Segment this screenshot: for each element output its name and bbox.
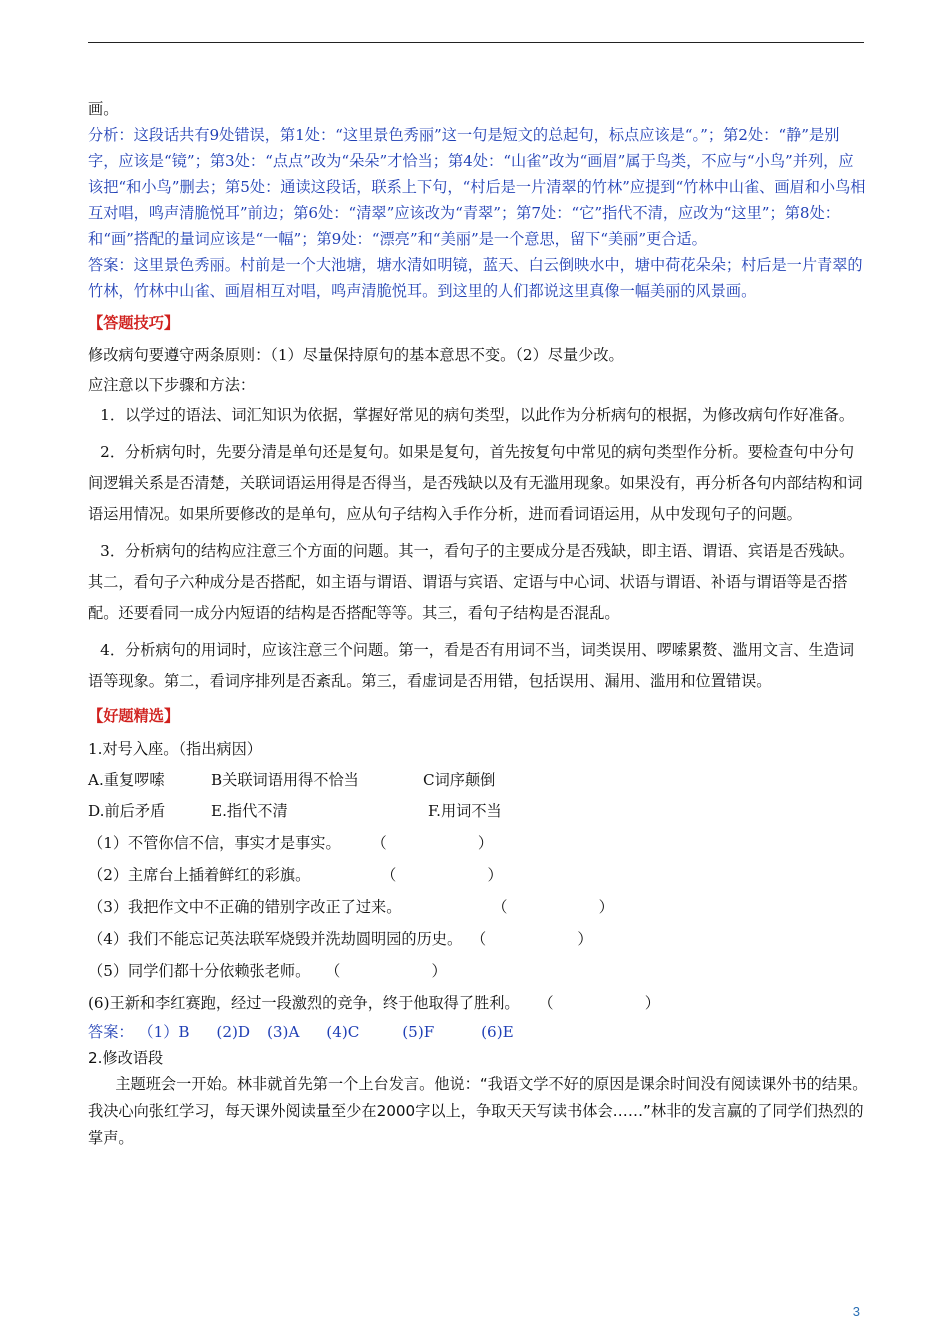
answer-value: (3)A	[266, 1023, 300, 1041]
answer-blank: （ ）	[325, 962, 447, 980]
question-item	[88, 955, 868, 987]
question-1-answers	[88, 1019, 868, 1045]
page-number: 3	[852, 1304, 860, 1319]
question-2-passage: 主题班会一开始。林非就首先第一个上台发言。他说：“我语文学不好的原因是课余时间没有阅读课外书的结果。我决心向张红学习，每天课外阅读量至少在2000字以上，争取天天写读书体会……”林非的发言赢的了同学们热烈的掌声。	[88, 1075, 868, 1147]
answer-blank: （ ）	[471, 930, 593, 948]
question-text: (6)王新和李红赛跑，经过一段激烈的竞争，终于他取得了胜利。	[88, 994, 520, 1012]
good-questions-heading: 【好题精选】	[88, 707, 180, 725]
question-text: （1）不管你信不信，事实才是事实。	[88, 834, 341, 852]
question-item	[88, 923, 868, 955]
tip-item: 1．以学过的语法、词汇知识为依据，掌握好常见的病句类型，以此作为分析病句的根据，为修改病句作好准备。	[100, 406, 855, 424]
option-a: A.重复啰嗦	[88, 771, 165, 789]
answer-value: (6)E	[481, 1023, 514, 1041]
question-item	[88, 891, 868, 923]
answer-blank: （ ）	[381, 866, 503, 884]
tips-intro: 修改病句要遵守两条原则：（1）尽量保持原句的基本意思不变。（2）尽量少改。	[88, 346, 624, 364]
options-row-2	[88, 796, 868, 827]
tips-steps-intro: 应注意以下步骤和方法：	[88, 376, 256, 394]
answer-blank: （ ）	[492, 898, 614, 916]
question-text: （5）同学们都十分依赖张老师。	[88, 962, 311, 980]
option-f: F.用词不当	[428, 802, 502, 820]
option-d: D.前后矛盾	[88, 802, 166, 820]
option-b: B关联词语用得不恰当	[211, 771, 359, 789]
question-item	[88, 827, 868, 859]
answer-blank: （ ）	[538, 994, 660, 1012]
question-text: （3）我把作文中不正确的错别字改正了过来。	[88, 898, 402, 916]
question-text: （2）主席台上插着鲜红的彩旗。	[88, 866, 311, 884]
answer-value: (2)D	[216, 1023, 251, 1041]
answer-blank: （ ）	[371, 834, 493, 852]
question-1-title: 1.对号入座。（指出病因）	[88, 740, 262, 758]
question-text: （4）我们不能忘记英法联军烧毁并洗劫圆明园的历史。	[88, 930, 463, 948]
question-2-title: 2.修改语段	[88, 1049, 164, 1067]
tips-heading: 【答题技巧】	[88, 314, 180, 332]
question-item	[88, 987, 868, 1019]
analysis-paragraph: 分析：这段话共有9处错误，第1处：“这里景色秀丽”这一句是短文的总起句，标点应该是“。”；第2处：“静”是别字，应该是“镜”；第3处：“点点”改为“朵朵”才恰当；第4处：“山雀”改为“画眉”属于鸟类，不应与“小鸟”并列，应该把“和小鸟”删去；第5处：通读这段话，联系上下句，“村后是一片清翠的竹林”应提到“竹林中山雀、画眉和小鸟相互对唱，鸣声清脆悦耳”前边；第6处：“清翠”应该改为“青翠”；第7处：“它”指代不清，应改为“这里”；第8处：和“画”搭配的量词应该是“一幅”；第9处：“漂亮”和“美丽”是一个意思，留下“美丽”更合适。	[88, 126, 866, 248]
answer-value: (5)F	[402, 1023, 435, 1041]
tip-item: 3．分析病句的结构应注意三个方面的问题。其一，看句子的主要成分是否残缺，即主语、谓语、宾语是否残缺。其二，看句子六种成分是否搭配，如主语与谓语、谓语与宾语、定语与中心词、状语与谓语、补语与谓语等是否搭配。还要看同一成分内短语的结构是否搭配等等。其三，看句子结构是否混乱。	[88, 542, 855, 622]
options-row-1	[88, 765, 868, 796]
option-e: E.指代不清	[211, 802, 288, 820]
option-c: C词序颠倒	[423, 771, 496, 789]
tip-item: 4．分析病句的用词时，应该注意三个问题。第一，看是否有用词不当，词类误用、啰嗦累赘、滥用文言、生造词语等现象。第二，看词序排列是否紊乱。第三，看虚词是否用错，包括误用、漏用、滥用和位置错误。	[88, 641, 855, 690]
carryover-line: 画。	[88, 100, 119, 118]
tip-item: 2．分析病句时，先要分清是单句还是复句。如果是复句，首先按复句中常见的病句类型作分析。要检查句中分句间逻辑关系是否清楚，关联词语运用得是否得当，是否残缺以及有无滥用现象。如果没有，再分析各句内部结构和词语运用情况。如果所要修改的是单句，应从句子结构入手作分析，进而看词语运用，从中发现句子的问题。	[88, 443, 863, 523]
answers-label: 答案：	[88, 1023, 134, 1041]
answer-value: (4)C	[326, 1023, 360, 1041]
answer-value: （1）B	[138, 1023, 190, 1041]
header-rule	[88, 42, 864, 43]
answer-paragraph: 答案：这里景色秀丽。村前是一个大池塘，塘水清如明镜，蓝天、白云倒映水中，塘中荷花朵朵；村后是一片青翠的竹林，竹林中山雀、画眉相互对唱，鸣声清脆悦耳。到这里的人们都说这里真像一幅美丽的风景画。	[88, 256, 863, 300]
question-item	[88, 859, 868, 891]
document-body	[88, 96, 868, 1152]
